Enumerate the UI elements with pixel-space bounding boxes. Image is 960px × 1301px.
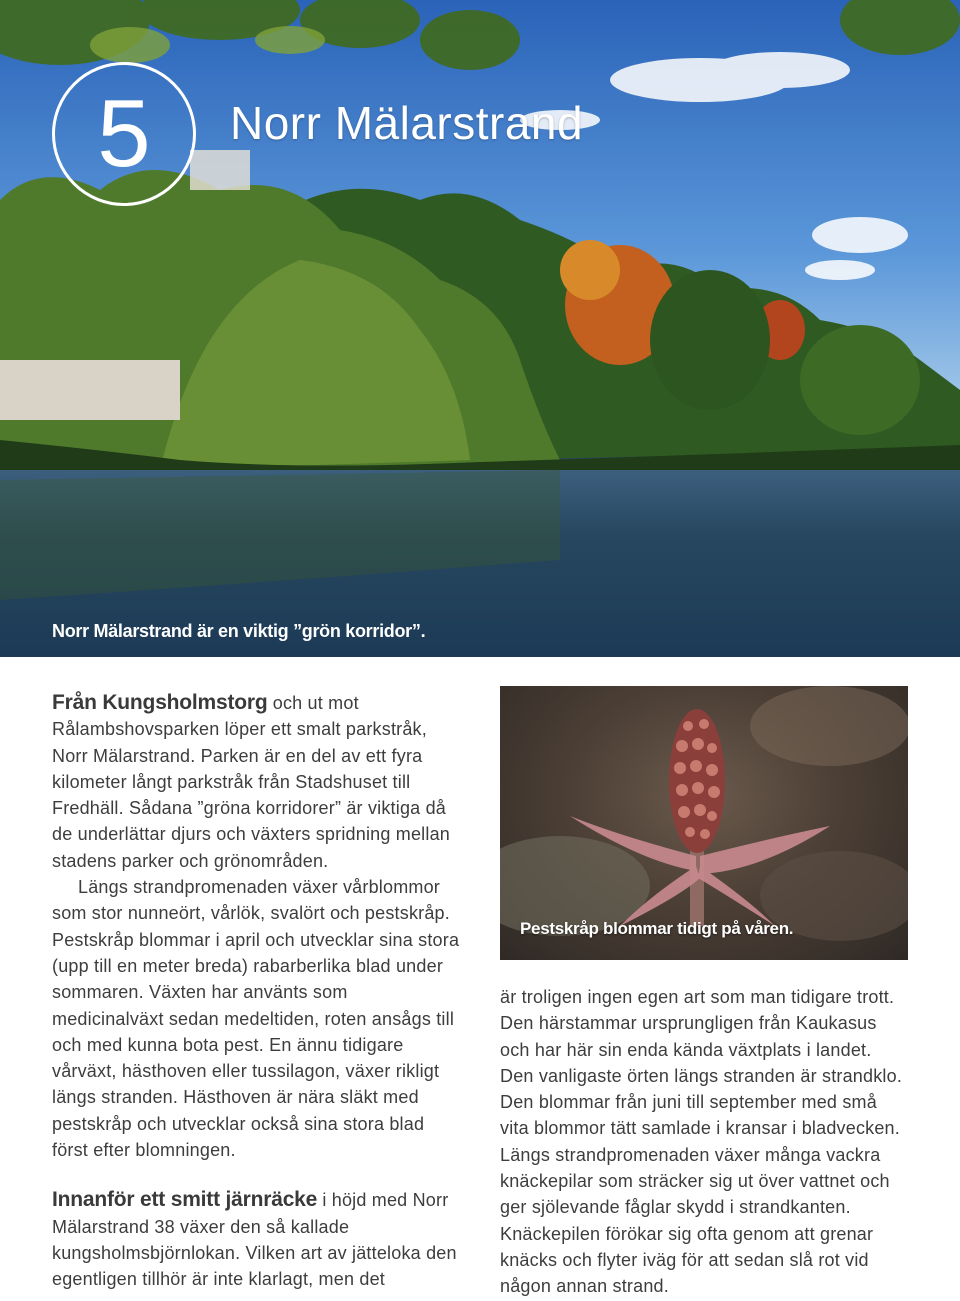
flower-photo-caption: Pestskråp blommar tidigt på våren. bbox=[520, 919, 794, 938]
dark-tree bbox=[650, 270, 770, 410]
hero-photo-caption: Norr Mälarstrand är en viktig ”grön korridor”. bbox=[52, 621, 426, 641]
building-top bbox=[190, 150, 250, 190]
paragraph-1-lead: Från Kungsholmstorg bbox=[52, 691, 268, 714]
flower-head bbox=[669, 709, 725, 853]
flower-photo bbox=[500, 686, 908, 960]
paragraph-3-text: i höjd med Norr Mälarstrand 38 växer den så kallade kungsholmsbjörnlokan. Vilken art av jätteloka den egentligen tillhör är inte klarlagt, men det bbox=[52, 1190, 457, 1290]
paragraph-3 bbox=[52, 1187, 462, 1292]
chapter-title: Norr Mälarstrand bbox=[230, 97, 584, 149]
paragraph-2: Längs strandpromenaden växer vårblommor som stor nunneört, vårlök, svalört och pestskråp. Pestskråp blommar i april och utvecklar sina stora (upp till en meter breda) rabarberlika blad under sommaren. Växten har använts som medicinalväxt sedan medeltiden, roten ansågs till och med kunna bota pest. En ännu tidigare vårväxt, hästhoven eller tussilagon, växer rikligt längs stranden. Hästhoven är nära släkt med pestskråp och utvecklar också sina stora blad först efter blomningen. bbox=[52, 877, 460, 1161]
chapter-number-badge: 5 bbox=[52, 62, 196, 206]
text-column-right bbox=[500, 984, 910, 1300]
text-column-left bbox=[52, 690, 462, 1293]
autumn-tree bbox=[560, 240, 620, 300]
dark-tree bbox=[800, 325, 920, 435]
building bbox=[0, 360, 180, 420]
paragraph-1 bbox=[52, 690, 462, 874]
paragraph-4: är troligen ingen egen art som man tidigare trott. Den härstammar ursprungligen från Kaukasus och har här sin enda kända växtplats i landet. Den vanligaste örten längs stranden är strandklo. Den blommar från juni till september med små vita blommor tätt samlade i kransar i bladvecken. Längs strandpromenaden växer många vackra knäckepilar som sträcker sig ut över vattnet och ger sjölevande fåglar skydd i strandkanten. Knäckepilen förökar sig ofta genom att grenar knäcks och flyter iväg för att sedan slå rot vid någon annan strand. bbox=[500, 987, 903, 1297]
paragraph-3-lead: Innanför ett smitt järnräcke bbox=[52, 1188, 318, 1212]
paragraph-1-text: och ut mot Rålambshovsparken löper ett smalt parkstråk, Norr Mälarstrand. Parken är en del av ett fyra kilometer långt parkstråk från Stadshuset till Fredhäll. Sådana ”gröna korridorer” är viktiga då de underlättar djurs och växters spridning mellan stadens parker och grönområden. bbox=[52, 693, 451, 871]
